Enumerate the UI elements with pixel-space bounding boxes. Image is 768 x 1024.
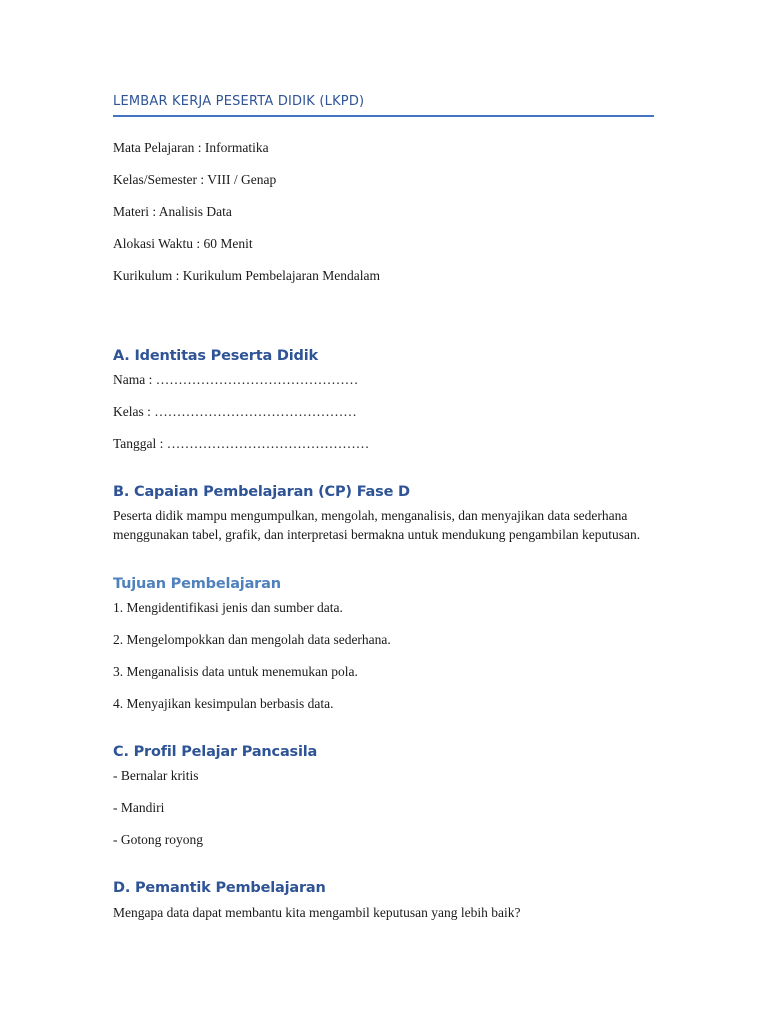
meta-curriculum: Kurikulum : Kurikulum Pembelajaran Mendalam <box>113 268 380 283</box>
objective-item: 4. Menyajikan kesimpulan berbasis data. <box>113 696 334 711</box>
field-date: Tanggal : ……………………………………… <box>113 436 370 451</box>
meta-class-semester: Kelas/Semester : VIII / Genap <box>113 172 277 187</box>
profile-item: - Gotong royong <box>113 832 203 847</box>
meta-subject: Mata Pelajaran : Informatika <box>113 140 269 155</box>
objectives-subheading: Tujuan Pembelajaran <box>113 576 281 592</box>
objective-item: 2. Mengelompokkan dan mengolah data sederhana. <box>113 632 391 647</box>
section-c-heading: C. Profil Pelajar Pancasila <box>113 744 318 760</box>
trigger-question: Mengapa data dapat membantu kita mengambil keputusan yang lebih baik? <box>113 905 521 920</box>
section-d-heading: D. Pemantik Pembelajaran <box>113 880 326 896</box>
field-name: Nama : ……………………………………… <box>113 372 359 387</box>
learning-outcome-paragraph: Peserta didik mampu mengumpulkan, mengolah, menganalisis, dan menyajikan data sederhana menggunakan tabel, grafik, dan interpretasi bermakna untuk mendukung pengambilan keputusan. <box>113 508 641 542</box>
profile-item: - Mandiri <box>113 800 165 815</box>
objective-item: 3. Menganalisis data untuk menemukan pola. <box>113 664 358 679</box>
section-b-heading: B. Capaian Pembelajaran (CP) Fase D <box>113 484 410 500</box>
meta-material: Materi : Analisis Data <box>113 204 232 219</box>
meta-time-allocation: Alokasi Waktu : 60 Menit <box>113 236 253 251</box>
section-a-heading: A. Identitas Peserta Didik <box>113 348 318 364</box>
profile-item: - Bernalar kritis <box>113 768 199 783</box>
document-title: LEMBAR KERJA PESERTA DIDIK (LKPD) <box>113 94 654 117</box>
field-class: Kelas : ……………………………………… <box>113 404 357 419</box>
objective-item: 1. Mengidentifikasi jenis dan sumber data. <box>113 600 343 615</box>
